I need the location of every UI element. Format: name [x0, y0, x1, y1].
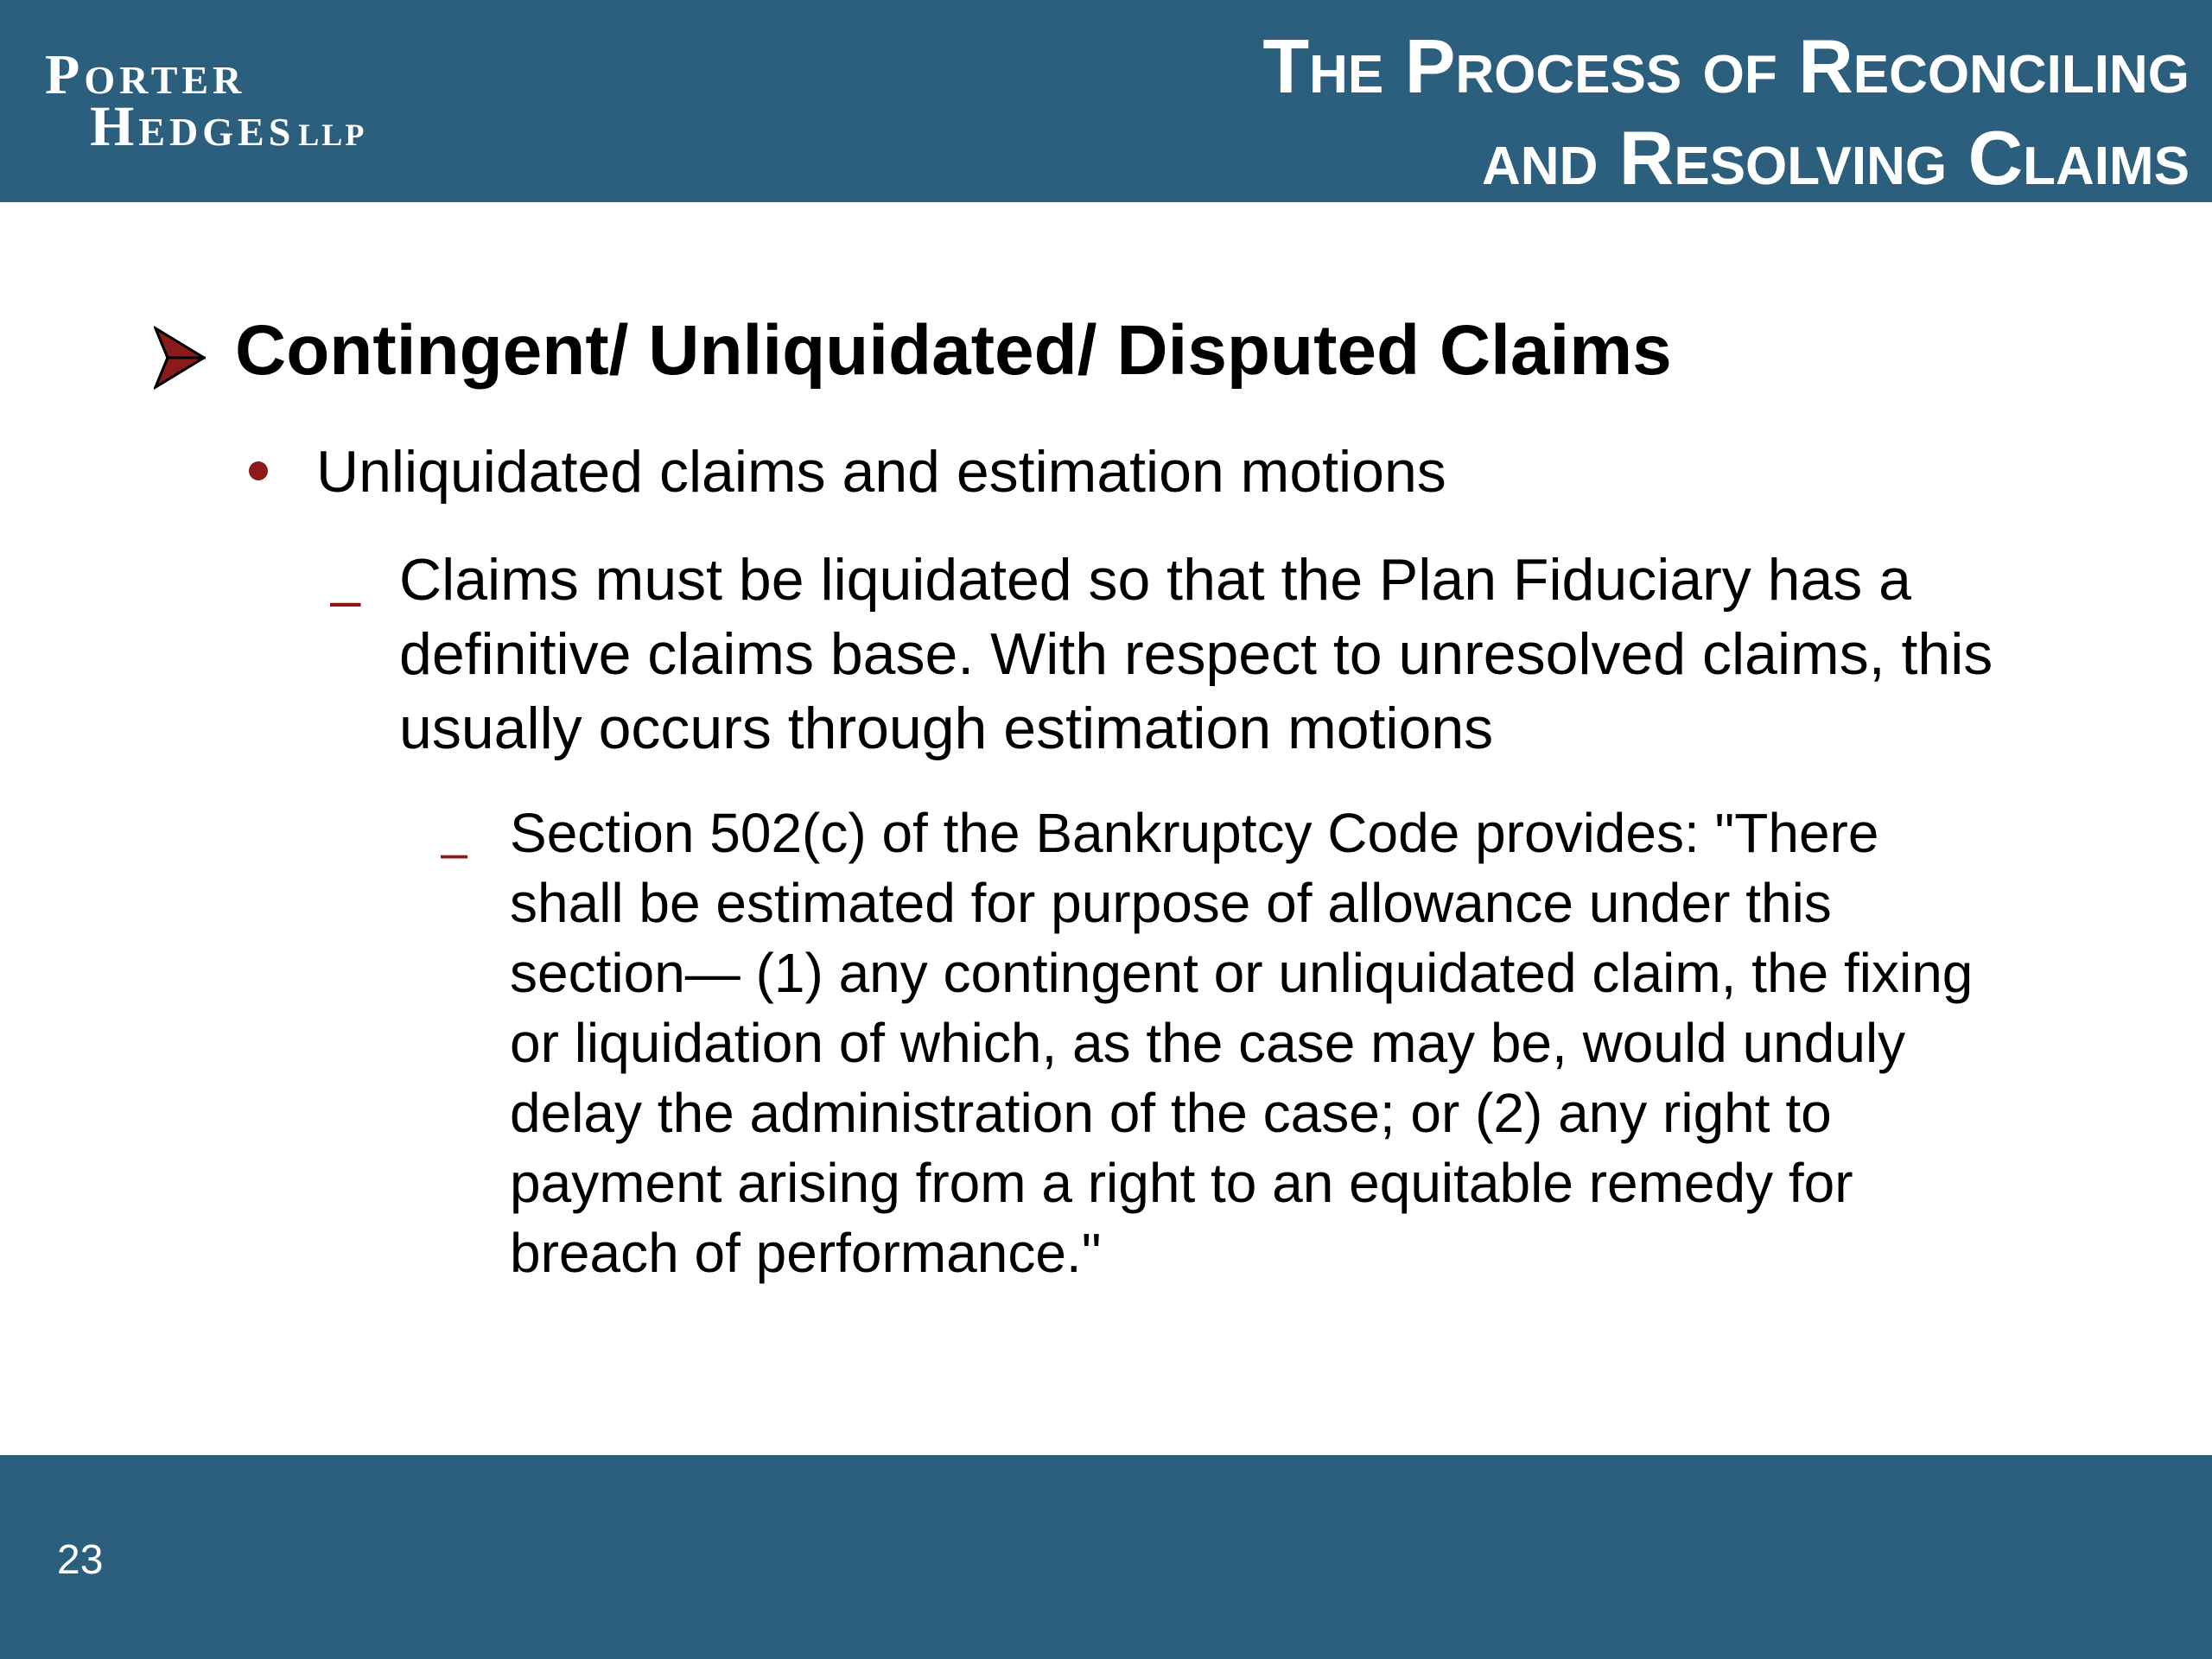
sub-item-2 — [510, 798, 1973, 1288]
slide-title — [1262, 21, 2190, 204]
slide-footer — [0, 1455, 2212, 1659]
slide-title-line-1: The Process of Reconciling — [1262, 23, 2190, 109]
sub-item-2-line: Section 502(c) of the Bankruptcy Code provides: "There — [510, 802, 1879, 864]
page-number: 23 — [57, 1537, 104, 1583]
dash-bullet-icon: – — [441, 825, 468, 880]
logo-line-1: Porter — [45, 43, 246, 106]
dash-bullet-icon: – — [330, 569, 361, 631]
bullet-item: Unliquidated claims and estimation motions — [316, 439, 1446, 505]
section-heading: Contingent/ Unliquidated/ Disputed Claims — [235, 311, 1672, 390]
bullet-dot-icon — [249, 461, 268, 480]
logo-line-2 — [45, 95, 367, 158]
logo-suffix: LLP — [298, 118, 367, 152]
logo-line-2-text: Hedges — [90, 95, 296, 158]
sub-item-1-line: definitive claims base. With respect to unresolved claims, this — [399, 621, 1993, 687]
slide-title-line-2: and Resolving Claims — [1482, 115, 2190, 200]
sub-item-2-line: payment arising from a right to an equitable remedy for — [510, 1152, 1853, 1214]
company-logo — [45, 43, 367, 158]
sub-item-2-line: delay the administration of the case; or (2) any right to — [510, 1082, 1832, 1144]
sub-item-2-line: breach of performance." — [510, 1222, 1102, 1284]
arrowhead-bullet-icon — [154, 323, 206, 392]
sub-item-1-line: usually occurs through estimation motions — [399, 696, 1494, 761]
slide-header — [0, 0, 2212, 202]
sub-item-1-line: Claims must be liquidated so that the Plan Fiduciary has a — [399, 547, 1912, 613]
sub-item-2-line: shall be estimated for purpose of allowance under this — [510, 872, 1832, 934]
sub-item-2-line: section— (1) any contingent or unliquidated claim, the fixing — [510, 942, 1974, 1004]
sub-item-2-line: or liquidation of which, as the case may be, would unduly — [510, 1012, 1906, 1074]
sub-item-1 — [399, 543, 1993, 766]
